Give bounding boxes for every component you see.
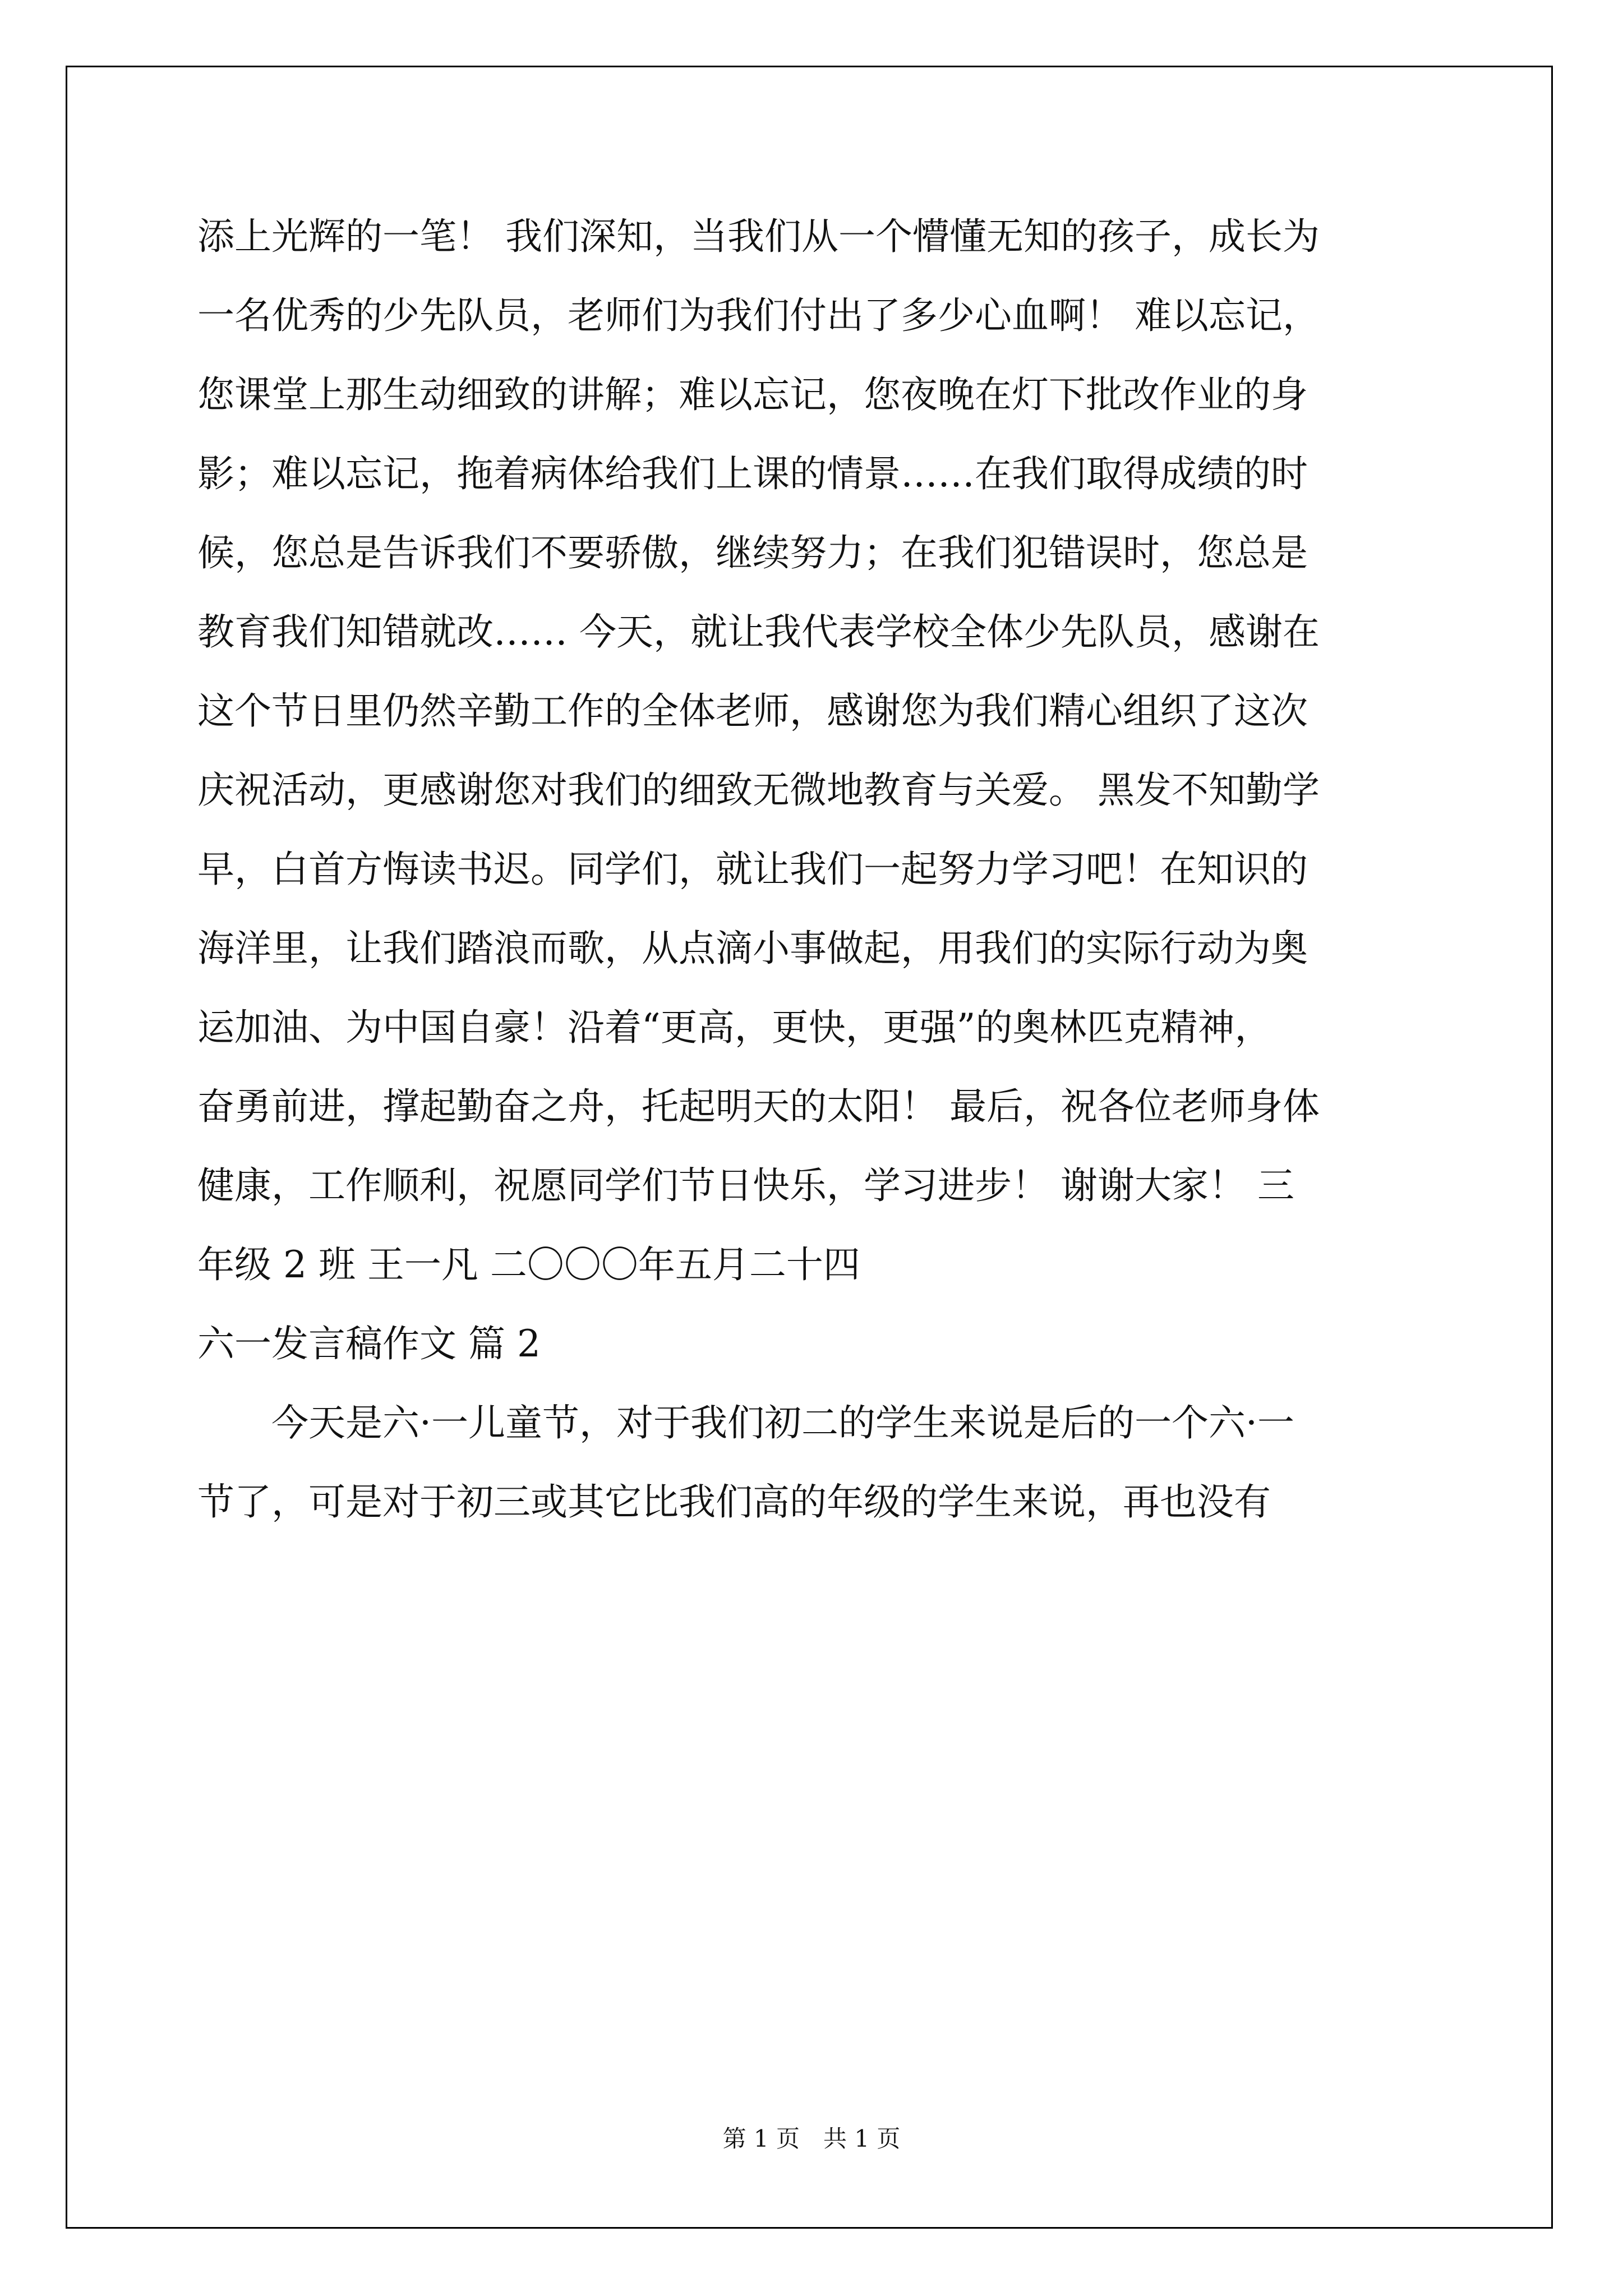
text-line: 一名优秀的少先队员，老师们为我们付出了多少心血啊！ 难以忘记， xyxy=(197,294,1320,337)
text-line: 年级 2 班 王一凡 二〇〇〇年五月二十四 xyxy=(197,1243,860,1286)
text-line: 海洋里，让我们踏浪而歌，从点滴小事做起，用我们的实际行动为奥 xyxy=(197,927,1308,970)
text-line: 添上光辉的一笔！ 我们深知，当我们从一个懵懂无知的孩子，成长为 xyxy=(197,215,1320,258)
text-line: 教育我们知错就改…… 今天，就让我代表学校全体少先队员，感谢在 xyxy=(197,610,1320,654)
text-line: 奋勇前进，撑起勤奋之舟，托起明天的太阳！ 最后，祝各位老师身体 xyxy=(197,1085,1320,1128)
text-line: 早，白首方悔读书迟。同学们，就让我们一起努力学习吧！在知识的 xyxy=(197,848,1308,891)
text-line: 节了，可是对于初三或其它比我们高的年级的学生来说，再也没有 xyxy=(197,1480,1271,1524)
text-line: 影；难以忘记，拖着病体给我们上课的情景……在我们取得成绩的时 xyxy=(197,452,1308,495)
text-line: 您课堂上那生动细致的讲解；难以忘记，您夜晚在灯下批改作业的身 xyxy=(197,373,1308,416)
text-line: 运加油、为中国自豪！沿着“更高，更快，更强”的奥林匹克精神， xyxy=(197,1006,1272,1049)
text-line: 庆祝活动，更感谢您对我们的细致无微地教育与关爱。 黑发不知勤学 xyxy=(197,769,1320,812)
text-line: 今天是六·一儿童节，对于我们初二的学生来说是后的一个六·一 xyxy=(271,1401,1294,1444)
section-heading: 六一发言稿作文 篇 2 xyxy=(197,1322,541,1365)
text-line: 候，您总是告诉我们不要骄傲，继续努力；在我们犯错误时，您总是 xyxy=(197,531,1308,574)
text-line: 这个节日里仍然辛勤工作的全体老师，感谢您为我们精心组织了这次 xyxy=(197,689,1308,733)
page-footer: 第 1 页 共 1 页 xyxy=(722,2125,901,2152)
text-line: 健康，工作顺利，祝愿同学们节日快乐，学习进步！ 谢谢大家！ 三 xyxy=(197,1164,1294,1207)
